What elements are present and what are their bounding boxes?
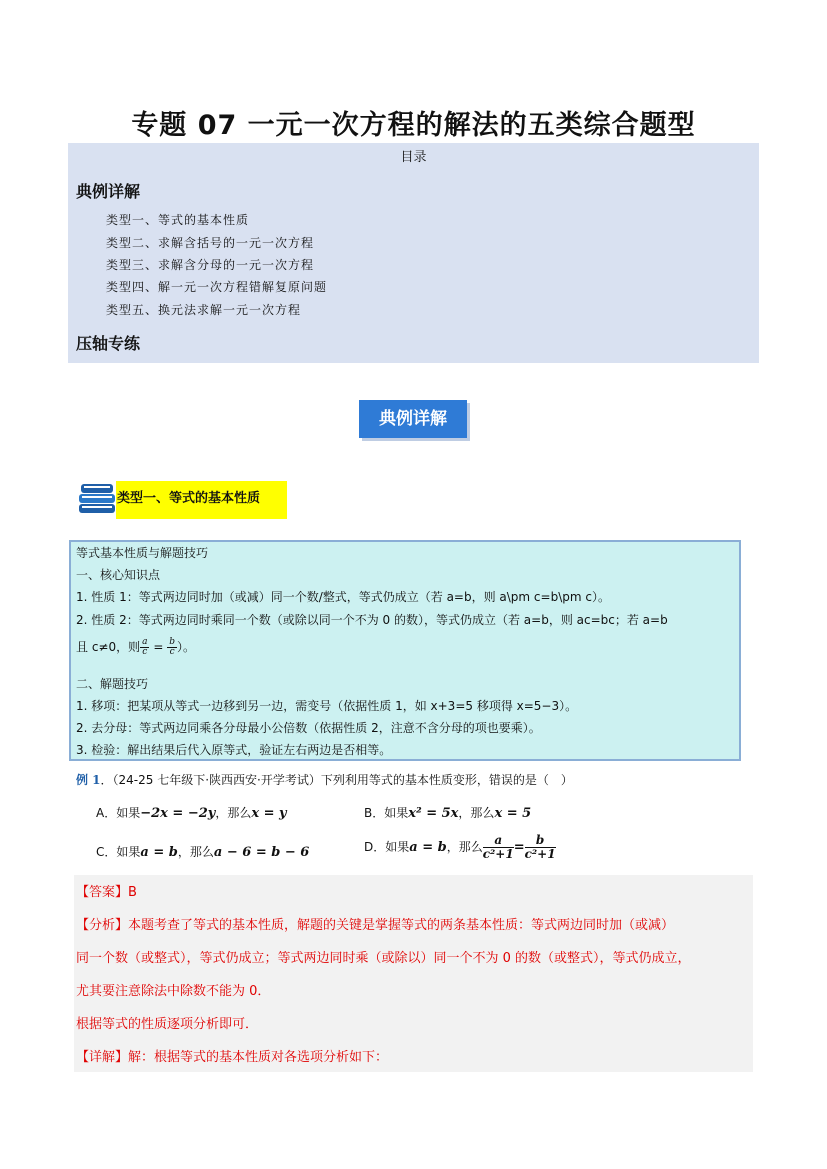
- answer-line: 【详解】解：根据等式的基本性质对各选项分析如下：: [76, 1050, 389, 1065]
- toc-item-4[interactable]: 类型四、解一元一次方程错解复原问题: [106, 280, 328, 294]
- answer-line: 尤其要注意除法中除数不能为 0．: [76, 984, 271, 999]
- frac-denominator: c²+1: [482, 847, 514, 861]
- option-c-math1: a = b: [140, 845, 178, 860]
- option-b-mid: ，那么: [458, 806, 495, 820]
- example-text: ．（24-25 七年级下·陕西西安·开学考试）下列利用等式的基本性质变形，错误的是（ ）: [100, 773, 573, 787]
- table-of-contents: [68, 143, 759, 363]
- option-a-mid: ，那么: [215, 806, 252, 820]
- answer-line: 根据等式的性质逐项分析即可．: [76, 1017, 259, 1032]
- option-a[interactable]: [96, 804, 287, 821]
- toc-section-practice[interactable]: 压轴专练: [76, 334, 141, 353]
- frac-denominator: c: [142, 647, 148, 657]
- frac-denominator: c²+1: [524, 847, 556, 861]
- tips-line: 1. 移项：把某项从等式一边移到另一边，需变号（依据性质 1，如 x+3=5 移项得 x=5−3）。: [76, 699, 578, 713]
- section-badge: 典例详解: [359, 400, 467, 438]
- tips-line: 2. 性质 2：等式两边同时乘同一个数（或除以同一个不为 0 的数），等式仍成立（若 a=b，则 ac=bc；若 a=b: [76, 613, 668, 627]
- equals-sign: =: [513, 840, 525, 855]
- option-c[interactable]: [96, 843, 309, 860]
- type-heading: 类型一、等式的基本性质: [116, 481, 287, 519]
- tips-box: [69, 540, 741, 761]
- option-a-prefix: A．如果: [96, 806, 141, 820]
- option-d-mid: ，那么: [446, 840, 483, 854]
- tips-line: 2. 去分母：等式两边同乘各分母最小公倍数（依据性质 2，注意不含分母的项也要乘）。: [76, 721, 541, 735]
- page-title: 专题 07 一元一次方程的解法的五类综合题型: [131, 110, 696, 141]
- tips-line-prefix: 且 c≠0，则: [76, 640, 141, 654]
- tips-line: 1. 性质 1：等式两边同时加（或减）同一个数/整式，等式仍成立（若 a=b，则 a\pm c=b\pm c）。: [76, 590, 610, 604]
- frac-numerator: a: [483, 834, 514, 848]
- answer-line: 同一个数（或整式），等式仍成立；等式两边同时乘（或除以）同一个不为 0 的数（或整式），等式仍成立，: [76, 951, 691, 966]
- toc-item-3[interactable]: 类型三、求解含分母的一元一次方程: [106, 258, 315, 272]
- option-b-math1: x² = 5x: [408, 806, 459, 821]
- option-d[interactable]: [364, 834, 556, 861]
- toc-item-1[interactable]: 类型一、等式的基本性质: [106, 213, 250, 227]
- equals-sign: =: [153, 640, 164, 654]
- option-d-math1: a = b: [409, 840, 447, 855]
- tips-line: 3. 检验：解出结果后代入原等式，验证左右两边是否相等。: [76, 743, 392, 757]
- frac-numerator: b: [169, 637, 175, 647]
- tips-line: 一、核心知识点: [76, 568, 161, 582]
- tips-line-suffix: ）。: [176, 640, 195, 654]
- answer-line: 【答案】B: [76, 885, 137, 900]
- option-c-mid: ，那么: [177, 845, 214, 859]
- tips-line: 二、解题技巧: [76, 677, 149, 691]
- answer-box: [74, 875, 753, 1072]
- tips-line: 等式基本性质与解题技巧: [76, 546, 209, 560]
- example-label: 例 1: [76, 773, 101, 787]
- option-c-prefix: C．如果: [96, 845, 141, 859]
- toc-heading: 目录: [400, 150, 427, 165]
- option-c-math2: a − 6 = b − 6: [213, 845, 310, 860]
- option-b-math2: x = 5: [494, 806, 532, 821]
- option-a-math2: x = y: [251, 806, 287, 821]
- toc-item-5[interactable]: 类型五、换元法求解一元一次方程: [106, 303, 302, 317]
- option-b[interactable]: [364, 804, 531, 821]
- option-b-prefix: B．如果: [364, 806, 409, 820]
- books-icon: [76, 481, 118, 517]
- tips-line-fraction: [76, 638, 195, 657]
- answer-line: 【分析】本题考查了等式的基本性质，解题的关键是掌握等式的两条基本性质：等式两边同时加（或减）: [76, 918, 675, 933]
- frac-denominator: c: [169, 647, 175, 657]
- option-d-prefix: D．如果: [364, 840, 410, 854]
- example-question: [76, 771, 573, 788]
- frac-numerator: a: [142, 637, 148, 647]
- toc-item-2[interactable]: 类型二、求解含括号的一元一次方程: [106, 236, 315, 250]
- toc-section-examples[interactable]: 典例详解: [76, 182, 141, 201]
- frac-numerator: b: [525, 834, 556, 848]
- option-a-math1: −2x = −2y: [140, 806, 216, 821]
